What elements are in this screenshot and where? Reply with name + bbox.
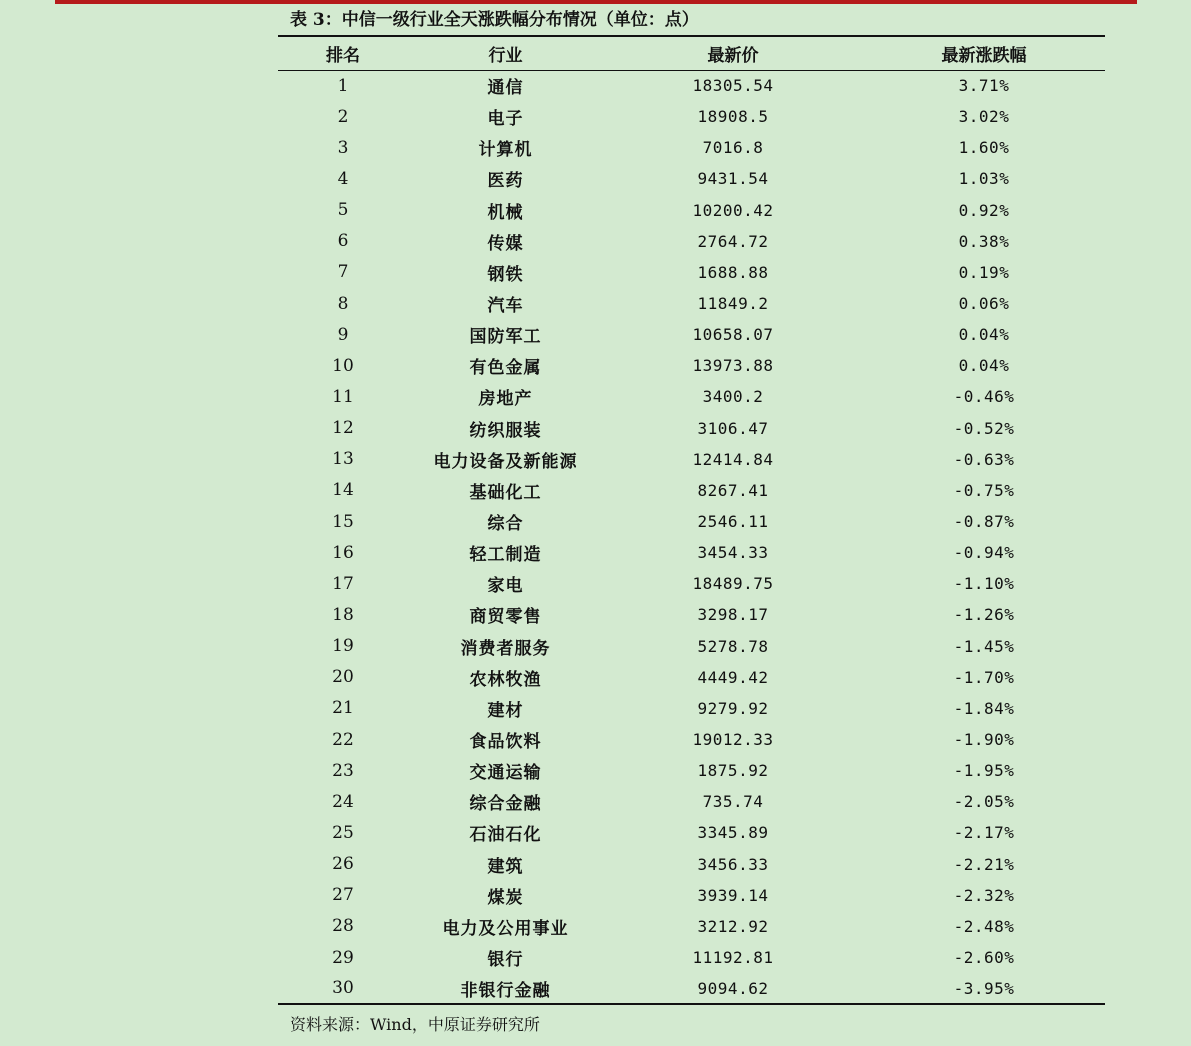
price-cell: 9094.62	[697, 978, 769, 998]
industry-cell: 房地产	[478, 389, 533, 410]
table-row	[278, 444, 1105, 475]
rank-cell: 5	[337, 200, 349, 221]
rank-cell: 28	[332, 916, 354, 937]
table-row	[278, 381, 1105, 412]
industry-cell: 石油石化	[469, 825, 542, 846]
price-cell: 7016.8	[702, 138, 764, 158]
table-row	[278, 226, 1105, 257]
table-row	[278, 475, 1105, 506]
rank-cell: 29	[332, 947, 354, 968]
price-cell: 10200.42	[692, 200, 774, 220]
price-cell: 3400.2	[702, 387, 764, 407]
industry-cell: 汽车	[487, 296, 524, 317]
price-cell: 3454.33	[697, 543, 769, 563]
price-cell: 18305.54	[692, 76, 774, 96]
rank-cell: 23	[332, 760, 354, 781]
industry-cell: 钢铁	[487, 264, 524, 285]
price-cell: 2546.11	[697, 512, 769, 532]
price-cell: 2764.72	[697, 231, 769, 251]
industry-cell: 纺织服装	[469, 420, 542, 441]
rank-cell: 11	[332, 386, 354, 407]
rank-cell: 12	[332, 418, 354, 439]
price-cell: 18908.5	[697, 107, 769, 127]
industry-cell: 传媒	[487, 233, 524, 254]
industry-cell: 建材	[487, 700, 524, 721]
change-cell: -2.48%	[953, 916, 1015, 936]
change-cell: -0.94%	[953, 543, 1015, 563]
table-row	[278, 413, 1105, 444]
industry-cell: 家电	[487, 576, 524, 597]
table-row	[278, 163, 1105, 194]
industry-table-container	[278, 35, 1105, 1005]
price-cell: 3212.92	[697, 916, 769, 936]
rank-cell: 21	[332, 698, 354, 719]
rank-cell: 9	[337, 324, 349, 345]
price-cell: 11849.2	[697, 294, 769, 314]
rank-cell: 20	[332, 667, 354, 688]
change-cell: 0.92%	[958, 200, 1010, 220]
rank-cell: 14	[332, 480, 354, 501]
industry-cell: 综合金融	[469, 794, 542, 815]
table-row	[278, 693, 1105, 724]
price-cell: 12414.84	[692, 449, 774, 469]
price-cell: 1875.92	[697, 761, 769, 781]
change-cell: -2.21%	[953, 854, 1015, 874]
change-cell: -1.10%	[953, 574, 1015, 594]
table-row	[278, 817, 1105, 848]
change-cell: -1.70%	[953, 667, 1015, 687]
change-cell: -0.63%	[953, 449, 1015, 469]
industry-cell: 非银行金融	[460, 980, 551, 1001]
price-cell: 18489.75	[692, 574, 774, 594]
change-cell: 3.71%	[958, 76, 1010, 96]
table-row	[278, 132, 1105, 163]
industry-cell: 机械	[487, 202, 524, 223]
change-cell: -0.75%	[953, 480, 1015, 500]
industry-cell: 电力及公用事业	[442, 918, 569, 939]
industry-cell: 电力设备及新能源	[433, 451, 578, 472]
rank-cell: 25	[332, 822, 354, 843]
table-row	[278, 288, 1105, 319]
industry-cell: 建筑	[487, 856, 524, 877]
price-cell: 735.74	[702, 792, 764, 812]
price-cell: 3456.33	[697, 854, 769, 874]
price-cell: 9431.54	[697, 169, 769, 189]
table-row	[278, 880, 1105, 911]
rank-cell: 4	[337, 168, 349, 189]
industry-cell: 通信	[487, 78, 524, 99]
price-cell: 3298.17	[697, 605, 769, 625]
change-cell: -0.46%	[953, 387, 1015, 407]
change-cell: 0.04%	[958, 325, 1010, 345]
table-row	[278, 631, 1105, 662]
industry-cell: 煤炭	[487, 887, 524, 908]
price-cell: 3106.47	[697, 418, 769, 438]
header-industry: 行业	[488, 45, 523, 66]
table-row	[278, 537, 1105, 568]
rank-cell: 6	[337, 231, 349, 252]
industry-cell: 农林牧渔	[469, 669, 542, 690]
table-row	[278, 195, 1105, 226]
change-cell: 0.06%	[958, 294, 1010, 314]
table-row	[278, 101, 1105, 132]
table-row	[278, 786, 1105, 817]
table-row	[278, 568, 1105, 599]
price-cell: 5278.78	[697, 636, 769, 656]
change-cell: 3.02%	[958, 107, 1010, 127]
rank-cell: 16	[332, 542, 354, 563]
change-cell: -3.95%	[953, 978, 1015, 998]
change-cell: -2.32%	[953, 885, 1015, 905]
source-note: 资料来源：Wind，中原证券研究所	[290, 1015, 540, 1034]
table-row	[278, 662, 1105, 693]
change-cell: -1.90%	[953, 730, 1015, 750]
rank-cell: 13	[332, 449, 354, 470]
change-cell: 0.38%	[958, 231, 1010, 251]
price-cell: 8267.41	[697, 480, 769, 500]
industry-cell: 计算机	[478, 140, 533, 161]
change-cell: 0.04%	[958, 356, 1010, 376]
rank-cell: 27	[332, 885, 354, 906]
table-row	[278, 973, 1105, 1004]
price-cell: 1688.88	[697, 262, 769, 282]
table-row	[278, 755, 1105, 786]
table-row	[278, 506, 1105, 537]
industry-cell: 银行	[487, 950, 524, 970]
price-cell: 3345.89	[697, 823, 769, 843]
rank-cell: 30	[332, 978, 354, 999]
industry-cell: 有色金属	[469, 358, 542, 379]
rank-cell: 1	[337, 75, 349, 96]
change-cell: -0.52%	[953, 418, 1015, 438]
table-row	[278, 724, 1105, 755]
change-cell: -1.95%	[953, 761, 1015, 781]
change-cell: -1.26%	[953, 605, 1015, 625]
rank-cell: 19	[332, 636, 354, 657]
rank-cell: 18	[332, 604, 354, 625]
table-row	[278, 319, 1105, 350]
industry-change-table	[278, 35, 1105, 1005]
price-cell: 4449.42	[697, 667, 769, 687]
change-cell: 0.19%	[958, 262, 1010, 282]
header-latest-price: 最新价	[707, 45, 759, 66]
rank-cell: 17	[332, 573, 354, 594]
change-cell: -2.05%	[953, 792, 1015, 812]
table-row	[278, 942, 1105, 973]
table-row	[278, 849, 1105, 880]
industry-cell: 综合	[487, 514, 524, 535]
price-cell: 11192.81	[692, 948, 774, 967]
price-cell: 9279.92	[697, 698, 769, 718]
rank-cell: 3	[337, 137, 349, 158]
price-cell: 3939.14	[697, 885, 769, 905]
table-caption: 表 3：中信一级行业全天涨跌幅分布情况（单位：点）	[290, 10, 699, 30]
change-cell: -1.45%	[953, 636, 1015, 656]
price-cell: 10658.07	[692, 325, 774, 345]
rank-cell: 15	[332, 511, 354, 532]
table-row	[278, 257, 1105, 288]
table-body	[278, 70, 1105, 1004]
rank-cell: 10	[332, 355, 354, 376]
table-row	[278, 599, 1105, 630]
industry-cell: 国防军工	[469, 327, 542, 348]
rank-cell: 7	[337, 262, 349, 283]
industry-cell: 消费者服务	[460, 638, 551, 659]
header-rank: 排名	[326, 45, 360, 66]
table-row	[278, 911, 1105, 942]
rank-cell: 22	[332, 729, 354, 750]
industry-cell: 电子	[487, 109, 524, 130]
rank-cell: 26	[332, 854, 354, 875]
rank-cell: 8	[337, 293, 349, 314]
table-header-row	[278, 36, 1105, 70]
change-cell: 1.03%	[958, 169, 1010, 189]
industry-cell: 食品饮料	[469, 732, 542, 753]
industry-cell: 基础化工	[469, 482, 542, 503]
header-latest-change: 最新涨跌幅	[941, 45, 1027, 66]
industry-cell: 轻工制造	[469, 545, 542, 566]
change-cell: -0.87%	[953, 512, 1015, 532]
change-cell: -2.60%	[953, 948, 1015, 967]
industry-cell: 商贸零售	[469, 607, 542, 628]
rank-cell: 2	[337, 106, 349, 127]
top-red-rule	[55, 0, 1137, 4]
change-cell: -2.17%	[953, 823, 1015, 843]
change-cell: -1.84%	[953, 698, 1015, 718]
price-cell: 13973.88	[692, 356, 774, 376]
industry-cell: 医药	[487, 171, 524, 192]
table-row	[278, 70, 1105, 101]
change-cell: 1.60%	[958, 138, 1010, 158]
industry-cell: 交通运输	[469, 763, 542, 784]
table-row	[278, 350, 1105, 381]
rank-cell: 24	[332, 791, 354, 812]
price-cell: 19012.33	[692, 730, 774, 750]
